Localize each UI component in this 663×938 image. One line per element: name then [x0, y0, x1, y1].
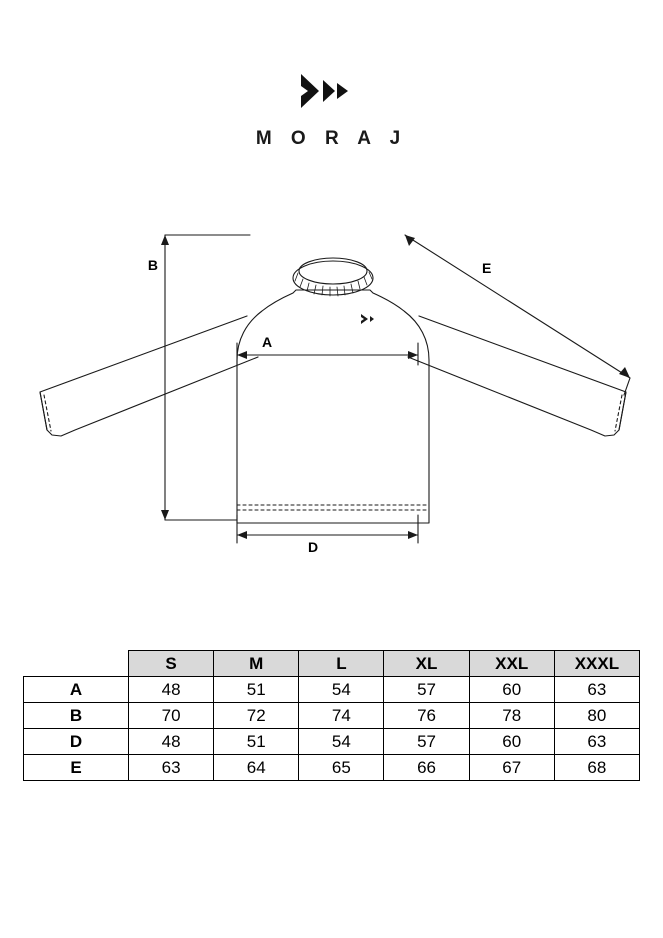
- cell-e-l: 65: [299, 755, 384, 781]
- column-header-s: S: [129, 651, 214, 677]
- cell-e-xxxl: 68: [554, 755, 639, 781]
- row-label-d: D: [24, 729, 129, 755]
- cell-a-xl: 57: [384, 677, 469, 703]
- table-row: [24, 755, 640, 781]
- cell-b-xxxl: 80: [554, 703, 639, 729]
- dimension-label-a: A: [262, 334, 273, 350]
- cell-a-xxl: 60: [469, 677, 554, 703]
- column-header-xl: XL: [384, 651, 469, 677]
- cell-a-xxxl: 63: [554, 677, 639, 703]
- right-cuff-edge: [619, 392, 626, 430]
- ext-e-end: [624, 378, 630, 395]
- row-label-b: B: [24, 703, 129, 729]
- cell-d-xxxl: 63: [554, 729, 639, 755]
- column-header-m: M: [214, 651, 299, 677]
- dimension-line-e: [405, 235, 630, 378]
- cell-e-xxl: 67: [469, 755, 554, 781]
- cell-b-xl: 76: [384, 703, 469, 729]
- table-row: [24, 729, 640, 755]
- row-label-e: E: [24, 755, 129, 781]
- dimension-label-d: D: [308, 539, 319, 555]
- table-header-row: [24, 651, 640, 677]
- cell-a-s: 48: [129, 677, 214, 703]
- table-row: [24, 677, 640, 703]
- cell-a-l: 54: [299, 677, 384, 703]
- small-chevron-logo: [361, 314, 374, 324]
- size-chart-table: [23, 650, 640, 781]
- table-corner-cell: [24, 651, 129, 677]
- cell-d-xl: 57: [384, 729, 469, 755]
- cell-e-m: 64: [214, 755, 299, 781]
- dimension-label-e: E: [482, 260, 492, 276]
- column-header-xxl: XXL: [469, 651, 554, 677]
- cell-d-s: 48: [129, 729, 214, 755]
- left-sleeve-outline: [40, 316, 258, 436]
- cell-a-m: 51: [214, 677, 299, 703]
- cell-e-s: 63: [129, 755, 214, 781]
- moraj-chevron-logo: [301, 74, 363, 108]
- cell-b-l: 74: [299, 703, 384, 729]
- cell-b-xxl: 78: [469, 703, 554, 729]
- sweatshirt-measurement-diagram: [0, 215, 663, 585]
- column-header-xxxl: XXXL: [554, 651, 639, 677]
- cell-b-s: 70: [129, 703, 214, 729]
- brand-name: M O R A J: [255, 128, 408, 149]
- cell-d-l: 54: [299, 729, 384, 755]
- brand-block: [0, 74, 663, 150]
- collar-inner: [299, 258, 367, 284]
- right-sleeve-outline: [408, 316, 626, 436]
- cell-d-xxl: 60: [469, 729, 554, 755]
- row-label-a: A: [24, 677, 129, 703]
- dimension-label-b: B: [147, 257, 158, 273]
- left-cuff-stitch: [44, 395, 51, 431]
- cell-d-m: 51: [214, 729, 299, 755]
- garment-body-outline: [237, 290, 429, 523]
- right-cuff-stitch: [615, 395, 622, 431]
- column-header-l: L: [299, 651, 384, 677]
- table-row: [24, 703, 640, 729]
- cell-e-xl: 66: [384, 755, 469, 781]
- size-chart: [23, 650, 640, 781]
- left-cuff-edge: [40, 392, 47, 430]
- cell-b-m: 72: [214, 703, 299, 729]
